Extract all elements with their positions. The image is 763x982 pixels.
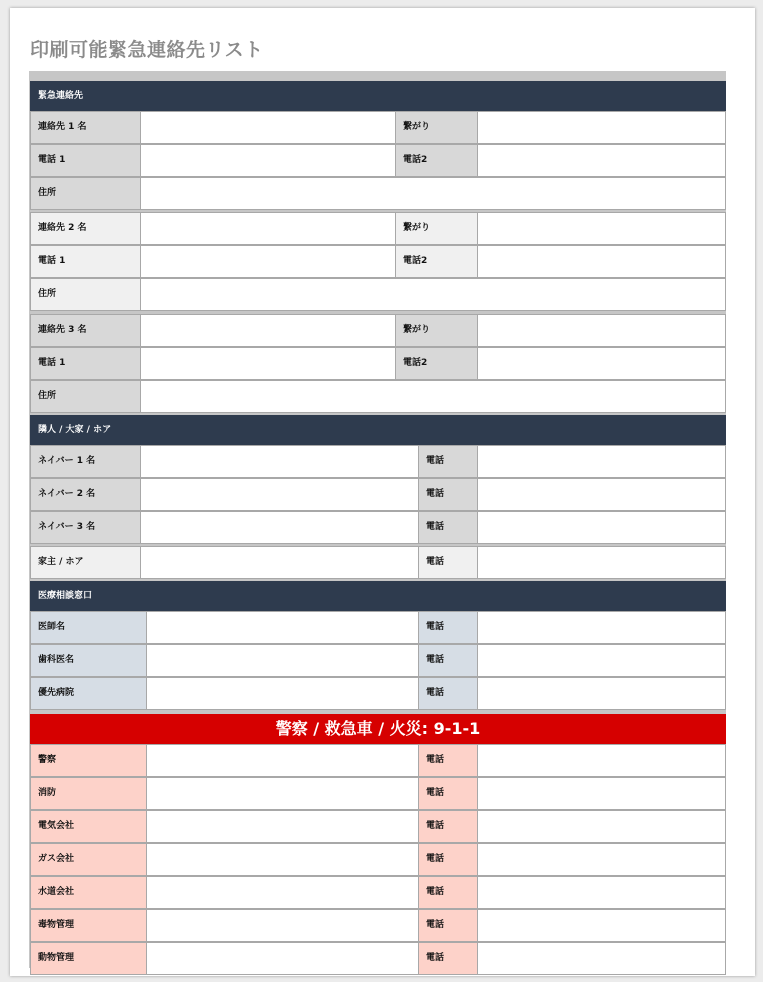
- neighbor-row: [30, 511, 726, 544]
- contact-3-relation-field[interactable]: [477, 314, 726, 347]
- neighbor-name-field[interactable]: [140, 478, 419, 511]
- contact-3-phone2-field[interactable]: [477, 347, 726, 380]
- service-phone-field[interactable]: [477, 810, 726, 843]
- neighbor-name-label: ネイバー 1 名: [30, 445, 141, 478]
- medical-row: [30, 611, 726, 644]
- contact-1-phone2-label: 電話2: [395, 144, 478, 177]
- service-name-label: 電気会社: [30, 810, 147, 843]
- service-row: [30, 843, 726, 876]
- medical-row: [30, 644, 726, 677]
- service-phone-label: 電話: [418, 744, 478, 777]
- contact-1-address-row: [30, 177, 726, 210]
- neighbor-phone-label: 電話: [418, 511, 478, 544]
- service-phone-field[interactable]: [477, 909, 726, 942]
- service-name-label: 毒物管理: [30, 909, 147, 942]
- service-phone-field[interactable]: [477, 744, 726, 777]
- contact-3-address-field[interactable]: [140, 380, 726, 413]
- medical-phone-label: 電話: [418, 611, 478, 644]
- service-phone-field[interactable]: [477, 843, 726, 876]
- contact-2-name-field[interactable]: [140, 212, 396, 245]
- neighbor-phone-field[interactable]: [477, 445, 726, 478]
- medical-phone-field[interactable]: [477, 644, 726, 677]
- service-row: [30, 909, 726, 942]
- medical-row: [30, 677, 726, 710]
- medical-name-label: 優先病院: [30, 677, 147, 710]
- contact-2-phone-row: [30, 245, 726, 278]
- service-name-field[interactable]: [146, 843, 419, 876]
- neighbor-phone-field[interactable]: [477, 478, 726, 511]
- neighbor-name-field[interactable]: [140, 546, 419, 579]
- medical-name-field[interactable]: [146, 611, 419, 644]
- contact-1-relation-label: 繋がり: [395, 111, 478, 144]
- document-page: [10, 8, 755, 976]
- neighbor-phone-field[interactable]: [477, 511, 726, 544]
- contact-1-address-label: 住所: [30, 177, 141, 210]
- service-row: [30, 744, 726, 777]
- service-name-label: 動物管理: [30, 942, 147, 975]
- service-name-field[interactable]: [146, 876, 419, 909]
- service-name-label: 警察: [30, 744, 147, 777]
- contact-2-row: [30, 212, 726, 245]
- medical-phone-field[interactable]: [477, 611, 726, 644]
- neighbor-name-label: ネイバー 3 名: [30, 511, 141, 544]
- medical-phone-field[interactable]: [477, 677, 726, 710]
- medical-name-label: 医師名: [30, 611, 147, 644]
- service-phone-field[interactable]: [477, 942, 726, 975]
- contact-2-name-label: 連絡先 2 名: [30, 212, 141, 245]
- medical-name-label: 歯科医名: [30, 644, 147, 677]
- neighbor-row: [30, 546, 726, 579]
- service-phone-label: 電話: [418, 942, 478, 975]
- contact-2-relation-label: 繋がり: [395, 212, 478, 245]
- contact-3-address-label: 住所: [30, 380, 141, 413]
- page-title: 印刷可能緊急連絡先リスト: [30, 39, 264, 61]
- neighbor-phone-field[interactable]: [477, 546, 726, 579]
- contact-2-relation-field[interactable]: [477, 212, 726, 245]
- service-name-field[interactable]: [146, 942, 419, 975]
- neighbor-name-field[interactable]: [140, 511, 419, 544]
- service-phone-label: 電話: [418, 909, 478, 942]
- neighbor-name-label: 家主 / ホア: [30, 546, 141, 579]
- service-name-field[interactable]: [146, 810, 419, 843]
- medical-phone-label: 電話: [418, 677, 478, 710]
- medical-name-field[interactable]: [146, 644, 419, 677]
- contact-3-name-field[interactable]: [140, 314, 396, 347]
- contact-1-phone2-field[interactable]: [477, 144, 726, 177]
- neighbor-name-label: ネイバー 2 名: [30, 478, 141, 511]
- contact-1-relation-field[interactable]: [477, 111, 726, 144]
- service-name-field[interactable]: [146, 744, 419, 777]
- contact-3-phone-row: [30, 347, 726, 380]
- section-header-emergency-services: 警察 / 救急車 / 火災: 9-1-1: [30, 714, 726, 744]
- contact-3-phone1-field[interactable]: [140, 347, 396, 380]
- contact-2-phone1-field[interactable]: [140, 245, 396, 278]
- contact-2-address-field[interactable]: [140, 278, 726, 311]
- neighbor-row: [30, 478, 726, 511]
- service-phone-label: 電話: [418, 777, 478, 810]
- service-row: [30, 942, 726, 975]
- contact-1-phone-row: [30, 144, 726, 177]
- contact-3-row: [30, 314, 726, 347]
- neighbor-phone-label: 電話: [418, 445, 478, 478]
- service-phone-field[interactable]: [477, 777, 726, 810]
- service-name-label: 消防: [30, 777, 147, 810]
- contact-2-address-label: 住所: [30, 278, 141, 311]
- contact-2-phone1-label: 電話 1: [30, 245, 141, 278]
- medical-phone-label: 電話: [418, 644, 478, 677]
- service-name-field[interactable]: [146, 777, 419, 810]
- contact-3-name-label: 連絡先 3 名: [30, 314, 141, 347]
- service-phone-label: 電話: [418, 843, 478, 876]
- section-header-medical: 医療相談窓口: [30, 581, 726, 611]
- neighbor-phone-label: 電話: [418, 546, 478, 579]
- service-phone-label: 電話: [418, 810, 478, 843]
- service-phone-label: 電話: [418, 876, 478, 909]
- service-name-label: 水道会社: [30, 876, 147, 909]
- service-name-label: ガス会社: [30, 843, 147, 876]
- contact-1-row: [30, 111, 726, 144]
- contact-1-phone1-field[interactable]: [140, 144, 396, 177]
- service-row: [30, 810, 726, 843]
- medical-name-field[interactable]: [146, 677, 419, 710]
- contact-3-phone1-label: 電話 1: [30, 347, 141, 380]
- contact-1-name-label: 連絡先 1 名: [30, 111, 141, 144]
- section-header-neighbors: 隣人 / 大家 / ホア: [30, 415, 726, 445]
- contact-1-name-field[interactable]: [140, 111, 396, 144]
- contact-1-address-field[interactable]: [140, 177, 726, 210]
- contact-2-address-row: [30, 278, 726, 311]
- contact-1-phone1-label: 電話 1: [30, 144, 141, 177]
- service-row: [30, 876, 726, 909]
- service-phone-field[interactable]: [477, 876, 726, 909]
- neighbor-phone-label: 電話: [418, 478, 478, 511]
- contact-3-address-row: [30, 380, 726, 413]
- contact-3-phone2-label: 電話2: [395, 347, 478, 380]
- neighbor-name-field[interactable]: [140, 445, 419, 478]
- service-row: [30, 777, 726, 810]
- contact-2-phone2-label: 電話2: [395, 245, 478, 278]
- neighbor-row: [30, 445, 726, 478]
- contact-3-relation-label: 繋がり: [395, 314, 478, 347]
- section-header-emergency: 緊急連絡先: [30, 81, 726, 111]
- service-name-field[interactable]: [146, 909, 419, 942]
- contact-2-phone2-field[interactable]: [477, 245, 726, 278]
